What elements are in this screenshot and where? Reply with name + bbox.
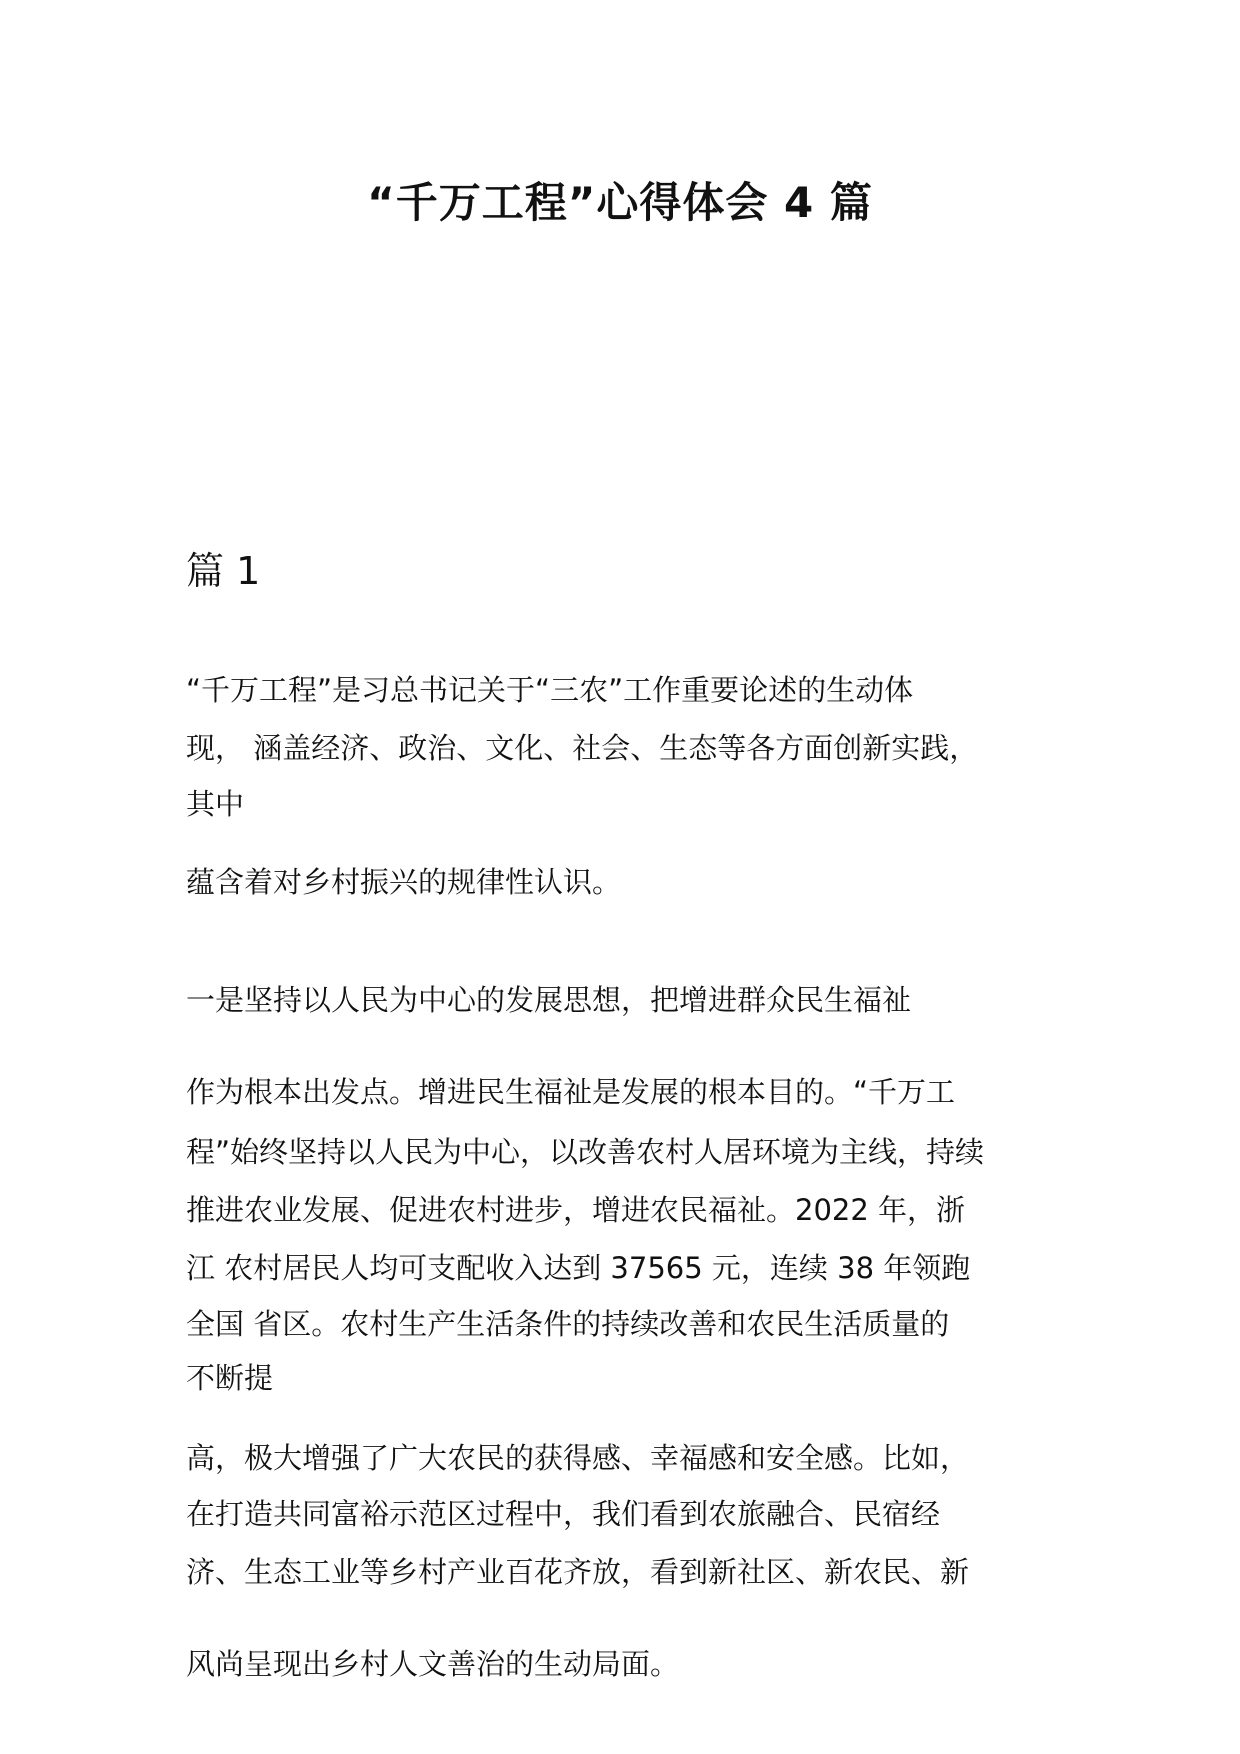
paragraph-line: 济、生态工业等乡村产业百花齐放，看到新社区、新农民、新 — [186, 1555, 970, 1589]
paragraph-line: 不断提 — [186, 1361, 274, 1395]
paragraph-line: 风尚呈现出乡村人文善治的生动局面。 — [186, 1647, 680, 1681]
section-heading: 篇 1 — [186, 549, 261, 593]
paragraph-line: 现， 涵盖经济、政治、文化、社会、生态等各方面创新实践， — [186, 731, 979, 765]
paragraph-line: 程”始终坚持以人民为中心，以改善农村人居环境为主线，持续 — [186, 1135, 985, 1169]
paragraph-line: 作为根本出发点。增进民生福祉是发展的根本目的。“千万工 — [186, 1075, 956, 1109]
paragraph-line: “千万工程”是习总书记关于“三农”工作重要论述的生动体 — [186, 673, 914, 707]
paragraph-line: 推进农业发展、促进农村进步，增进农民福祉。2022 年，浙 — [186, 1193, 966, 1227]
paragraph-line: 江 农村居民人均可支配收入达到 37565 元，连续 38 年领跑 — [186, 1251, 971, 1285]
paragraph-line: 高，极大增强了广大农民的获得感、幸福感和安全感。比如， — [186, 1441, 970, 1475]
paragraph-line: 一是坚持以人民为中心的发展思想，把增进群众民生福祉 — [186, 983, 912, 1017]
document-title: “千万工程”心得体会 4 篇 — [367, 178, 873, 227]
paragraph-line: 其中 — [186, 787, 245, 821]
paragraph-line: 蕴含着对乡村振兴的规律性认识。 — [186, 865, 622, 899]
paragraph-line: 在打造共同富裕示范区过程中，我们看到农旅融合、民宿经 — [186, 1497, 941, 1531]
paragraph-line: 全国 省区。农村生产生活条件的持续改善和农民生活质量的 — [186, 1307, 950, 1341]
